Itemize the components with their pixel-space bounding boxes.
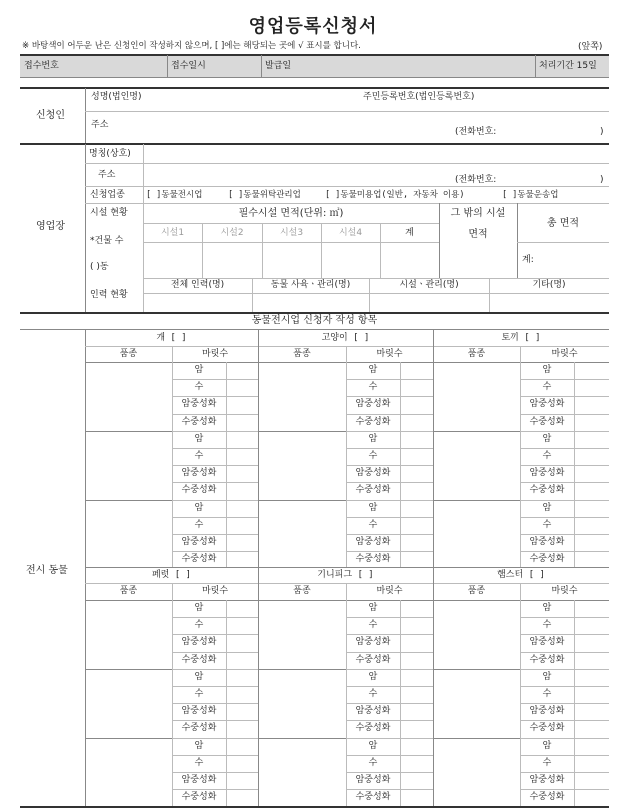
type-checkbox-transport[interactable]: [ ]동물운송업 bbox=[502, 190, 559, 200]
sex-row-label: 수중성화 bbox=[355, 654, 391, 665]
rabbit-count-field[interactable] bbox=[576, 381, 607, 394]
business-phone-close: ) bbox=[600, 175, 604, 185]
hamster-breed-field[interactable] bbox=[436, 602, 517, 667]
total-area-label: 총 면적 bbox=[546, 218, 580, 229]
office-use-band bbox=[20, 55, 609, 77]
processing-period-label: 처리기간 15일 bbox=[539, 61, 597, 71]
sex-row-label: 수중성화 bbox=[529, 554, 565, 565]
facility-1-label: 시설1 bbox=[160, 228, 185, 238]
dog-count-field[interactable] bbox=[228, 433, 256, 446]
staff-facility-field[interactable] bbox=[371, 295, 487, 311]
hamster-count-field[interactable] bbox=[576, 740, 607, 753]
sex-row-label: 암중성화 bbox=[529, 706, 565, 717]
sex-row-label: 암중성화 bbox=[181, 637, 217, 648]
dog-count-header: 마릿수 bbox=[201, 349, 229, 359]
sex-row-label: 수중성화 bbox=[181, 485, 217, 496]
sex-row-label: 수 bbox=[194, 451, 204, 461]
building-count-label: *건물 수 bbox=[90, 236, 124, 246]
guineapig-count-field[interactable] bbox=[402, 774, 431, 787]
ferret-count-field[interactable] bbox=[228, 791, 256, 804]
staff-care-label: 동물 사육ㆍ관리(명) bbox=[270, 280, 351, 290]
sex-row-label: 수중성화 bbox=[355, 723, 391, 734]
guineapig-count-field[interactable] bbox=[402, 757, 431, 770]
rabbit-count-field[interactable] bbox=[576, 502, 607, 515]
sex-row-label: 수중성화 bbox=[355, 554, 391, 565]
sex-row-label: 암중성화 bbox=[529, 468, 565, 479]
applicant-phone-field[interactable] bbox=[505, 126, 595, 139]
sex-row-label: 암 bbox=[194, 433, 204, 444]
sex-row-label: 수 bbox=[194, 757, 204, 768]
sex-row-label: 수 bbox=[542, 451, 552, 461]
sex-row-label: 수 bbox=[368, 757, 378, 768]
ferret-breed-field[interactable] bbox=[88, 740, 169, 805]
other-area-field[interactable] bbox=[441, 244, 515, 276]
dog-count-field[interactable] bbox=[228, 398, 256, 411]
ferret-count-field[interactable] bbox=[228, 654, 256, 667]
hamster-count-field[interactable] bbox=[576, 636, 607, 649]
ferret-breed-field[interactable] bbox=[88, 671, 169, 736]
sex-row-label: 수 bbox=[194, 519, 204, 530]
guineapig-count-field[interactable] bbox=[402, 671, 431, 684]
cat-count-field[interactable] bbox=[402, 416, 431, 429]
sex-row-label: 암 bbox=[368, 740, 378, 751]
guineapig-count-field[interactable] bbox=[402, 705, 431, 718]
ferret-count-field[interactable] bbox=[228, 774, 256, 787]
sex-row-label: 암 bbox=[194, 365, 204, 375]
ferret-count-field[interactable] bbox=[228, 636, 256, 649]
sex-row-label: 수중성화 bbox=[355, 792, 391, 803]
facility-status-label: 시설 현황 bbox=[90, 208, 128, 218]
rabbit-count-field[interactable] bbox=[576, 536, 607, 549]
sex-row-label: 암 bbox=[368, 502, 378, 513]
sex-row-label: 암중성화 bbox=[355, 399, 391, 410]
cat-count-field[interactable] bbox=[402, 450, 431, 463]
sex-row-label: 암중성화 bbox=[355, 537, 391, 547]
sex-row-label: 수 bbox=[542, 689, 552, 699]
rabbit-count-field[interactable] bbox=[576, 553, 607, 566]
business-address-label: 주소 bbox=[98, 170, 116, 180]
sex-row-label: 암 bbox=[194, 671, 204, 682]
guineapig-breed-header: 품종 bbox=[293, 586, 311, 596]
sex-row-label: 암중성화 bbox=[529, 775, 565, 785]
sex-row-label: 수중성화 bbox=[181, 654, 217, 665]
hamster-count-field[interactable] bbox=[576, 722, 607, 735]
ferret-count-field[interactable] bbox=[228, 671, 256, 684]
sex-row-label: 암중성화 bbox=[181, 468, 217, 479]
hamster-count-field[interactable] bbox=[576, 671, 607, 684]
dog-count-field[interactable] bbox=[228, 519, 256, 532]
dog-count-field[interactable] bbox=[228, 450, 256, 463]
hamster-breed-field[interactable] bbox=[436, 740, 517, 805]
receipt-number-label: 접수번호 bbox=[24, 61, 59, 71]
hamster-count-field[interactable] bbox=[576, 688, 607, 701]
guineapig-count-field[interactable] bbox=[402, 619, 431, 632]
business-trade-name-field[interactable] bbox=[146, 146, 606, 162]
sex-row-label: 수 bbox=[542, 620, 552, 631]
sex-row-label: 암 bbox=[542, 365, 552, 375]
business-phone-field[interactable] bbox=[505, 172, 595, 185]
cat-breed-field[interactable] bbox=[261, 364, 343, 429]
sex-row-label: 수중성화 bbox=[529, 485, 565, 496]
staff-total-label: 전체 인력(명) bbox=[170, 280, 225, 290]
sex-row-label: 수중성화 bbox=[181, 416, 217, 427]
other-area-label: 그 밖의 시설 bbox=[450, 208, 506, 219]
sex-row-label: 수중성화 bbox=[355, 416, 391, 427]
sex-row-label: 수 bbox=[194, 689, 204, 699]
exhibition-section-heading: 동물전시업 신청자 작성 항목 bbox=[251, 315, 378, 326]
type-checkbox-boarding[interactable]: [ ]동물위탁관리업 bbox=[228, 190, 301, 200]
sex-row-label: 암 bbox=[542, 603, 552, 613]
sex-row-label: 수 bbox=[542, 757, 552, 768]
rabbit-count-field[interactable] bbox=[576, 450, 607, 463]
sex-row-label: 수 bbox=[368, 519, 378, 530]
sex-row-label: 수 bbox=[368, 451, 378, 461]
dog-breed-field[interactable] bbox=[88, 433, 169, 498]
rabbit-count-field[interactable] bbox=[576, 433, 607, 446]
other-area-label-2: 면적 bbox=[468, 229, 488, 240]
dog-count-field[interactable] bbox=[228, 381, 256, 394]
dog-count-field[interactable] bbox=[228, 502, 256, 515]
hamster-breed-field[interactable] bbox=[436, 671, 517, 736]
cat-count-field[interactable] bbox=[402, 553, 431, 566]
hamster-count-field[interactable] bbox=[576, 791, 607, 804]
sex-row-label: 수중성화 bbox=[355, 485, 391, 496]
guineapig-breed-field[interactable] bbox=[261, 740, 343, 805]
ferret-count-field[interactable] bbox=[228, 722, 256, 735]
hamster-count-field[interactable] bbox=[576, 602, 607, 615]
issue-date-label: 발급일 bbox=[265, 61, 292, 71]
cat-count-field[interactable] bbox=[402, 519, 431, 532]
sex-row-label: 암 bbox=[542, 740, 552, 751]
sex-row-label: 수 bbox=[194, 620, 204, 631]
sex-row-label: 암중성화 bbox=[181, 537, 217, 547]
rabbit-count-field[interactable] bbox=[576, 519, 607, 532]
cat-count-field[interactable] bbox=[402, 433, 431, 446]
sex-row-label: 수 bbox=[368, 620, 378, 631]
sex-row-label: 암 bbox=[542, 671, 552, 682]
animal-checkbox-cat[interactable]: 고양이 [ ] bbox=[321, 333, 370, 343]
required-area-label: 필수시설 면적(단위: ㎡) bbox=[238, 208, 344, 219]
facility-subtotal-label: 계 bbox=[405, 228, 414, 238]
rabbit-count-field[interactable] bbox=[576, 467, 607, 480]
animal-checkbox-rabbit[interactable]: 토끼 [ ] bbox=[501, 333, 541, 343]
sex-row-label: 수중성화 bbox=[529, 792, 565, 803]
rabbit-count-field[interactable] bbox=[576, 364, 607, 377]
cat-count-field[interactable] bbox=[402, 467, 431, 480]
sex-row-label: 암중성화 bbox=[355, 706, 391, 717]
hamster-count-field[interactable] bbox=[576, 705, 607, 718]
hamster-count-field[interactable] bbox=[576, 619, 607, 632]
building-count-unit: ( )동 bbox=[90, 262, 109, 272]
guineapig-count-field[interactable] bbox=[402, 791, 431, 804]
ferret-breed-header: 품종 bbox=[119, 586, 138, 596]
ferret-count-field[interactable] bbox=[228, 619, 256, 632]
sex-row-label: 암 bbox=[368, 603, 378, 613]
facility-4-area-field[interactable] bbox=[323, 244, 378, 276]
applicant-section-label: 신청인 bbox=[36, 110, 65, 121]
applicant-name-label: 성명(법인명) bbox=[91, 92, 142, 102]
ferret-count-field[interactable] bbox=[228, 757, 256, 770]
animal-checkbox-guineapig[interactable]: 기니피그 [ ] bbox=[317, 570, 374, 580]
sex-row-label: 암중성화 bbox=[181, 399, 217, 410]
exhibition-side-label: 전시 동물 bbox=[26, 565, 68, 576]
sex-row-label: 암 bbox=[194, 740, 204, 751]
ferret-count-field[interactable] bbox=[228, 688, 256, 701]
guineapig-count-field[interactable] bbox=[402, 722, 431, 735]
sex-row-label: 암 bbox=[542, 433, 552, 444]
sex-row-label: 수중성화 bbox=[529, 416, 565, 427]
sex-row-label: 암 bbox=[542, 502, 552, 513]
ferret-breed-field[interactable] bbox=[88, 602, 169, 667]
hamster-count-field[interactable] bbox=[576, 757, 607, 770]
business-section-label: 영업장 bbox=[36, 221, 65, 232]
cat-count-field[interactable] bbox=[402, 502, 431, 515]
guineapig-breed-field[interactable] bbox=[261, 602, 343, 667]
guineapig-breed-field[interactable] bbox=[261, 671, 343, 736]
guineapig-count-field[interactable] bbox=[402, 688, 431, 701]
cat-count-field[interactable] bbox=[402, 364, 431, 377]
staff-care-field[interactable] bbox=[254, 295, 367, 311]
hamster-breed-header: 품종 bbox=[467, 586, 486, 596]
facility-subtotal-field[interactable] bbox=[382, 244, 437, 276]
applicant-name-field[interactable] bbox=[150, 89, 350, 109]
cat-breed-header: 품종 bbox=[293, 349, 311, 359]
sex-row-label: 암중성화 bbox=[355, 775, 391, 785]
rabbit-count-field[interactable] bbox=[576, 416, 607, 429]
staff-total-field[interactable] bbox=[145, 295, 250, 311]
sex-row-label: 수 bbox=[368, 689, 378, 699]
building-count-field[interactable] bbox=[96, 258, 120, 274]
sex-row-label: 암 bbox=[194, 502, 204, 513]
sex-row-label: 수중성화 bbox=[181, 723, 217, 734]
sex-row-label: 암중성화 bbox=[355, 468, 391, 479]
dog-breed-field[interactable] bbox=[88, 502, 169, 567]
sex-row-label: 암중성화 bbox=[529, 637, 565, 648]
dog-count-field[interactable] bbox=[228, 536, 256, 549]
sex-row-label: 암중성화 bbox=[529, 537, 565, 547]
sex-row-label: 수 bbox=[368, 382, 378, 393]
ferret-count-field[interactable] bbox=[228, 602, 256, 615]
dog-count-field[interactable] bbox=[228, 553, 256, 566]
total-sum-label: 계: bbox=[522, 255, 534, 265]
cat-count-field[interactable] bbox=[402, 536, 431, 549]
facility-2-label: 시설2 bbox=[220, 228, 244, 238]
staff-facility-label: 시설ㆍ관리(명) bbox=[399, 280, 459, 290]
sex-row-label: 암중성화 bbox=[529, 399, 565, 410]
type-checkbox-grooming[interactable]: [ ]동물미용업(일반, 자동차 이용) bbox=[325, 190, 465, 200]
dog-breed-field[interactable] bbox=[88, 364, 169, 429]
applicant-phone-label: (전화번호: bbox=[455, 127, 497, 137]
type-checkbox-exhibition[interactable]: [ ]동물전시업 bbox=[146, 190, 203, 200]
animal-checkbox-ferret[interactable]: 페럿 [ ] bbox=[151, 570, 192, 580]
rabbit-count-header: 마릿수 bbox=[551, 349, 578, 359]
cat-count-field[interactable] bbox=[402, 381, 431, 394]
applicant-resident-number-label: 주민등록번호(법인등록번호) bbox=[363, 92, 475, 102]
ferret-count-header: 마릿수 bbox=[201, 586, 229, 596]
staff-status-label: 인력 현황 bbox=[90, 290, 128, 300]
facility-1-area-field[interactable] bbox=[145, 244, 200, 276]
hamster-count-field[interactable] bbox=[576, 774, 607, 787]
rabbit-breed-header: 품종 bbox=[467, 349, 486, 359]
sex-row-label: 수중성화 bbox=[181, 792, 217, 803]
facility-3-label: 시설3 bbox=[279, 228, 304, 238]
rabbit-breed-field[interactable] bbox=[436, 502, 517, 567]
guineapig-count-field[interactable] bbox=[402, 636, 431, 649]
business-address-field[interactable] bbox=[146, 165, 446, 183]
cat-count-field[interactable] bbox=[402, 398, 431, 411]
guineapig-count-field[interactable] bbox=[402, 654, 431, 667]
receipt-date-label: 접수일시 bbox=[171, 61, 206, 71]
business-type-label: 신청업종 bbox=[90, 190, 125, 200]
applicant-address-label: 주소 bbox=[91, 120, 109, 130]
guineapig-count-header: 마릿수 bbox=[376, 586, 403, 596]
sex-row-label: 암 bbox=[194, 603, 204, 613]
dog-count-field[interactable] bbox=[228, 416, 256, 429]
sex-row-label: 암 bbox=[368, 365, 378, 375]
sex-row-label: 암중성화 bbox=[181, 775, 217, 785]
sex-row-label: 수 bbox=[542, 519, 552, 530]
rabbit-breed-field[interactable] bbox=[436, 433, 517, 498]
ferret-count-field[interactable] bbox=[228, 740, 256, 753]
staff-other-label: 기타(명) bbox=[532, 280, 566, 290]
sex-row-label: 수중성화 bbox=[529, 723, 565, 734]
dog-count-field[interactable] bbox=[228, 364, 256, 377]
sex-row-label: 수중성화 bbox=[181, 554, 217, 565]
facility-4-label: 시설4 bbox=[338, 228, 363, 238]
hamster-count-field[interactable] bbox=[576, 654, 607, 667]
animal-checkbox-hamster[interactable]: 햄스터 [ ] bbox=[497, 570, 545, 580]
sex-row-label: 암 bbox=[368, 433, 378, 444]
applicant-phone-close: ) bbox=[600, 127, 604, 137]
sex-row-label: 암중성화 bbox=[355, 637, 391, 648]
applicant-resident-number-field[interactable] bbox=[500, 89, 605, 109]
guineapig-count-field[interactable] bbox=[402, 740, 431, 753]
form-title: 영업등록신청서 bbox=[248, 16, 378, 37]
hamster-count-header: 마릿수 bbox=[551, 586, 578, 596]
cat-count-field[interactable] bbox=[402, 484, 431, 497]
sex-row-label: 수중성화 bbox=[529, 654, 565, 665]
rabbit-breed-field[interactable] bbox=[436, 364, 517, 429]
sex-row-label: 암 bbox=[368, 671, 378, 682]
facility-3-area-field[interactable] bbox=[264, 244, 319, 276]
animal-checkbox-dog[interactable]: 개 [ ] bbox=[156, 333, 187, 343]
sex-row-label: 수 bbox=[194, 382, 204, 393]
facility-2-area-field[interactable] bbox=[204, 244, 260, 276]
dog-count-field[interactable] bbox=[228, 484, 256, 497]
dog-count-field[interactable] bbox=[228, 467, 256, 480]
sex-row-label: 암중성화 bbox=[181, 706, 217, 717]
instruction-note: ※ 바탕색이 어두운 난은 신청인이 작성하지 않으며, [ ]에는 해당되는 곳에 √ 표시를 합니다. bbox=[22, 41, 361, 51]
sex-row-label: 수 bbox=[542, 382, 552, 393]
rabbit-count-field[interactable] bbox=[576, 398, 607, 411]
cat-count-header: 마릿수 bbox=[376, 349, 403, 359]
business-trade-name-label: 명칭(상호) bbox=[89, 149, 131, 159]
staff-other-field[interactable] bbox=[491, 295, 607, 311]
rabbit-count-field[interactable] bbox=[576, 484, 607, 497]
business-phone-label: (전화번호: bbox=[455, 175, 497, 185]
total-area-field[interactable] bbox=[540, 250, 606, 274]
guineapig-count-field[interactable] bbox=[402, 602, 431, 615]
cat-breed-field[interactable] bbox=[261, 433, 343, 498]
dog-breed-header: 품종 bbox=[119, 349, 138, 359]
page-side-label: (앞쪽) bbox=[578, 42, 603, 52]
cat-breed-field[interactable] bbox=[261, 502, 343, 567]
ferret-count-field[interactable] bbox=[228, 705, 256, 718]
